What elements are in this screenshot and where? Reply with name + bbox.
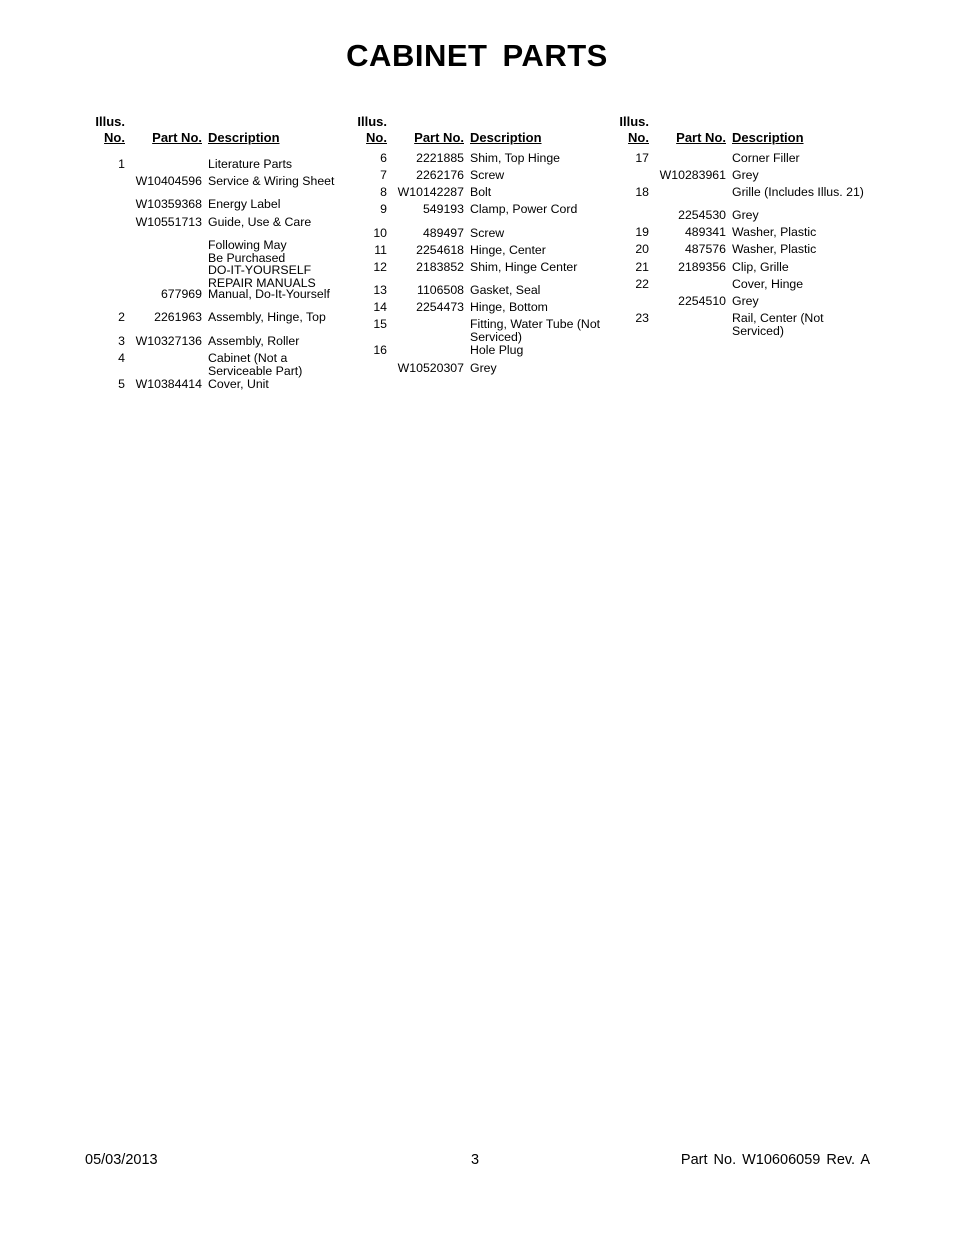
part-number: W10327136 xyxy=(135,334,202,348)
description-header: Description xyxy=(732,130,804,145)
illus-no: 20 xyxy=(635,242,649,256)
illus-no: 15 xyxy=(373,317,387,331)
part-number: W10283961 xyxy=(659,168,726,182)
footer-date: 05/03/2013 xyxy=(85,1152,158,1168)
part-description: Grille (Includes Illus. 21) xyxy=(732,185,864,199)
illus-no: 4 xyxy=(118,351,125,365)
part-description: Guide, Use & Care xyxy=(208,215,312,229)
description-header: Description xyxy=(208,130,280,145)
part-number: W10359368 xyxy=(135,197,202,211)
part-description: Screw xyxy=(470,168,505,182)
part-number: W10384414 xyxy=(135,377,202,391)
no-header-label: No. xyxy=(628,130,649,145)
part-number: 2254618 xyxy=(416,243,464,257)
illus-no: 3 xyxy=(118,334,125,348)
illus-no: 22 xyxy=(635,277,649,291)
illus-no: 1 xyxy=(118,157,125,171)
part-description: Cover, Hinge xyxy=(732,277,804,291)
part-no-header: Part No. xyxy=(152,130,202,145)
part-description: Washer, Plastic xyxy=(732,242,817,256)
part-number: 2254473 xyxy=(416,300,464,314)
part-description: Shim, Hinge Center xyxy=(470,260,578,274)
part-description: Grey xyxy=(732,208,759,222)
part-description: Manual, Do-It-Yourself xyxy=(208,287,330,301)
part-number: 487576 xyxy=(684,242,726,256)
part-number: 489497 xyxy=(422,226,464,240)
part-description: Fitting, Water Tube (Not Serviced) xyxy=(470,317,601,344)
part-number: W10520307 xyxy=(397,361,464,375)
illus-no: 12 xyxy=(373,260,387,274)
part-description: Gasket, Seal xyxy=(470,283,541,297)
illus-no: 16 xyxy=(373,343,387,357)
illus-no: 7 xyxy=(380,168,387,182)
part-description: Literature Parts xyxy=(208,157,293,171)
no-header-label: No. xyxy=(104,130,125,145)
part-number: 2221885 xyxy=(416,151,464,165)
illus-no: 8 xyxy=(380,185,387,199)
part-no-header: Part No. xyxy=(676,130,726,145)
part-number: W10142287 xyxy=(397,185,464,199)
illus-header-label: Illus. xyxy=(357,114,387,129)
part-no-header: Part No. xyxy=(414,130,464,145)
parts-column-2 xyxy=(350,112,612,375)
part-number: 1106508 xyxy=(417,283,464,297)
part-description: Energy Label xyxy=(208,197,281,211)
part-number: 489341 xyxy=(684,225,726,239)
part-description: Washer, Plastic xyxy=(732,225,817,239)
illus-no: 17 xyxy=(635,151,649,165)
illus-no: 6 xyxy=(380,151,387,165)
parts-column-3 xyxy=(612,112,874,338)
part-description: Corner Filler xyxy=(732,151,800,165)
part-number: 2261963 xyxy=(154,310,202,324)
part-description: Grey xyxy=(732,168,759,182)
footer-part-number: Part No. W10606059 Rev. A xyxy=(680,1152,870,1168)
part-number: 2189356 xyxy=(678,260,726,274)
illus-no: 2 xyxy=(118,310,125,324)
illus-no: 18 xyxy=(635,185,649,199)
illus-no: 5 xyxy=(118,377,125,391)
illus-no: 13 xyxy=(373,283,387,297)
part-description: Cover, Unit xyxy=(208,377,269,391)
description-header: Description xyxy=(470,130,542,145)
part-description: Cabinet (Not a Serviceable Part) xyxy=(208,351,303,378)
part-description: Grey xyxy=(732,294,759,308)
part-description: Clamp, Power Cord xyxy=(470,202,578,216)
column-header xyxy=(88,112,350,148)
part-description: Service & Wiring Sheet xyxy=(208,174,335,188)
part-number: 549193 xyxy=(422,202,464,216)
part-description: Bolt xyxy=(470,185,492,199)
illus-no: 14 xyxy=(373,300,387,314)
part-number: 2262176 xyxy=(416,168,464,182)
illus-no: 10 xyxy=(373,226,387,240)
illus-no: 21 xyxy=(635,260,649,274)
part-description: Hinge, Center xyxy=(470,243,546,257)
illus-no: 19 xyxy=(635,225,649,239)
part-number: W10404596 xyxy=(135,174,202,188)
part-description: Grey xyxy=(470,361,497,375)
column-header xyxy=(350,112,612,148)
part-description: Assembly, Hinge, Top xyxy=(208,310,326,324)
part-number: 677969 xyxy=(160,287,202,301)
illus-no: 23 xyxy=(635,311,649,325)
part-description: Clip, Grille xyxy=(732,260,789,274)
illus-header-label: Illus. xyxy=(95,114,125,129)
page-title: CABINET PARTS xyxy=(346,38,608,73)
part-description: Shim, Top Hinge xyxy=(470,151,560,165)
no-header-label: No. xyxy=(366,130,387,145)
column-header xyxy=(612,112,874,148)
part-number: 2254510 xyxy=(678,294,726,308)
illus-no: 11 xyxy=(374,243,387,257)
part-description: Following May Be Purchased DO-IT-YOURSELF REPAIR MANUALS xyxy=(208,238,316,290)
part-description: Screw xyxy=(470,226,505,240)
part-number: 2254530 xyxy=(678,208,726,222)
parts-column-1 xyxy=(88,112,350,391)
illus-header-label: Illus. xyxy=(619,114,649,129)
illus-no: 9 xyxy=(380,202,387,216)
part-number: 2183852 xyxy=(416,260,464,274)
part-number: W10551713 xyxy=(135,215,202,229)
part-description: Assembly, Roller xyxy=(208,334,300,348)
part-description: Hole Plug xyxy=(470,343,524,357)
part-description: Hinge, Bottom xyxy=(470,300,548,314)
footer-page-number: 3 xyxy=(471,1152,480,1168)
part-description: Rail, Center (Not Serviced) xyxy=(732,311,824,338)
